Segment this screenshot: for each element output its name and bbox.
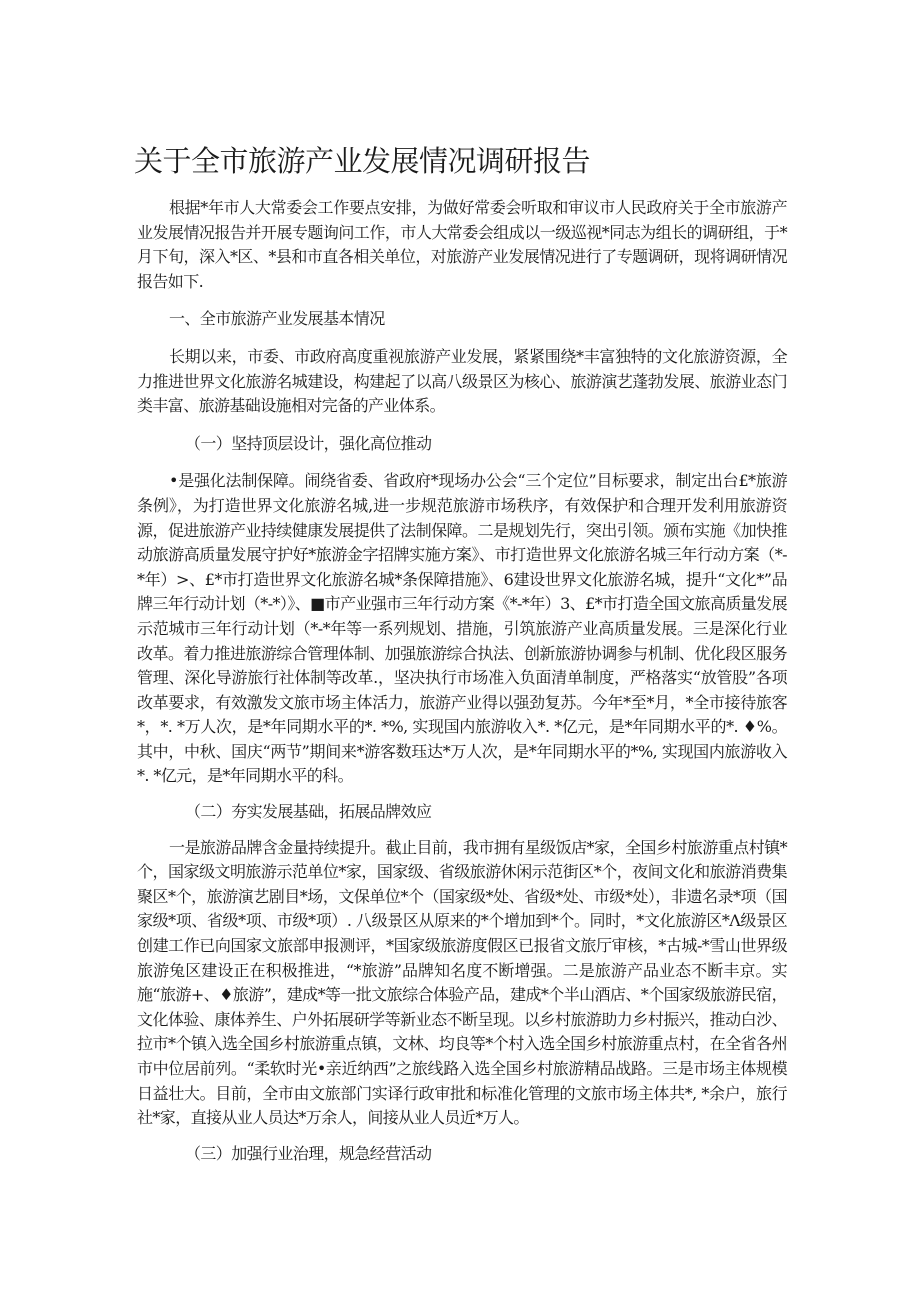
- section-paragraph: 长期以来，市委、市政府高度重视旅游产业发展，紧紧围绕*丰富独特的文化旅游资源，全力推进世界文化旅游名城建设，构建起了以高八级景区为核心、旅游演艺蓬勃发展、旅游业态门类丰富、旅游基础设施相对完备的产业体系。: [137, 346, 787, 416]
- document-title: 关于全市旅游产业发展情况调研报告: [134, 144, 591, 178]
- subsection-heading: （三）加强行业治理，规急经营活动: [185, 1143, 432, 1163]
- subsection-paragraph: 一是旅游品牌含金量持续提升。截止目前，我市拥有星级饭店*家，全国乡村旅游重点村镇*个，国家级文明旅游示范单位*家，国家级、省级旅游休闲示范街区*个，夜间文化和旅游消费集聚区*个，旅游演艺剧目*场，文保单位*个（国家级*处、省级*处、市级*处），非遗名录*项（国家级*项、省级*项、市级*项）. 八级景区从原来的*个增加到*个。同时，*文化旅游区*Λ级景区创建工作已向国家文旅部申报测评，*国家级旅游度假区已报省文旅厅审核，*古城-*雪山世界级旅游兔区建设正在积极推进，“*旅游”品牌知名度不断增强。二是旅游产品业态不断丰京。实施“旅游+、♦旅游”，建成*等一批文旅综合体验产品，建成*个半山酒店、*个国家级旅游民宿，文化体验、康体养生、户外拓展研学等新业态不断呈现。以乡村旅游助力乡村振兴，推动白沙、拉市*个镇入选全国乡村旅游重点镇，文林、均良等*个村入选全国乡村旅游重点村，在全省各州市中位居前列。“柔软时光•亲近纳西”之旅线路入选全国乡村旅游精品战路。三是市场主体规模日益壮大。目前，全市由文旅部门实译行政审批和标准化管理的文旅市场主体共*, *余户，旅行社*家，直接从业人员达*万余人，间接从业人员近*万人。: [137, 837, 787, 1128]
- section-heading: 一、全市旅游产业发展基本情况: [169, 309, 385, 329]
- subsection-heading: （二）夯实发展基础，拓展品牌效应: [185, 802, 432, 822]
- intro-paragraph: 根据*年市人大常委会工作要点安排，为做好常委会听取和审议市人民政府关于全市旅游产业发展情况报告并开展专题询问工作，市人大常委会组成以一级巡视*同志为组长的调研组，于*月下旬，深入*区、*县和市直各相关单位，对旅游产业发展情况进行了专题调研，现将调研情况报告如下.: [137, 198, 787, 291]
- subsection-paragraph: •是强化法制保障。闹绕省委、省政府*现场办公会“三个定位”目标要求，制定出台£*旅游条例》，为打造世界文化旅游名城,进一步规范旅游市场秩序，有效保护和合理开发利用旅游资源，促进旅游产业持续健康发展提供了法制保障。二是规划先行，突出引领。颁布实施《加快推动旅游高质量发展守护好*旅游金字招牌实施方案》、市打造世界文化旅游名城三年行动方案（*-*年）>、£*市打造世界文化旅游名城*条保障措施》、6建设世界文化旅游名城，提升“文化*”品牌三年行动计划（*-*）》、■市产业强市三年行动方案《*-*年）3、£*市打造全国文旅高质量发展示范城市三年行动计划（*-*年等一系列规划、措施，引筑旅游产业高质量发展。三是深化行业改革。着力推进旅游综合管理体制、加强旅游综合执法、创新旅游协调参与机制、优化段区服务管理、深化导游旅行社体制等改革.，坚决执行市场准入负面清单制度，严格落实“放管股”各项改革要求，有效激发文旅市场主体活力，旅游产业得以强劲复苏。今年*至*月，*全市接待旅客*，*. *万人次，是*年同期水平的*. *%, 实现国内旅游收入*. *亿元，是*年同期水平的*. ♦%。其中，中秋、国庆“两节”期间来*游客数珏达*万人次，是*年同期水平的*%, 实现国内旅游收入*. *亿元，是*年同期水平的科。: [137, 471, 787, 786]
- document-body: [137, 196, 787, 1166]
- subsection-heading: （一）坚持顶层设计，强化高位推动: [185, 433, 432, 453]
